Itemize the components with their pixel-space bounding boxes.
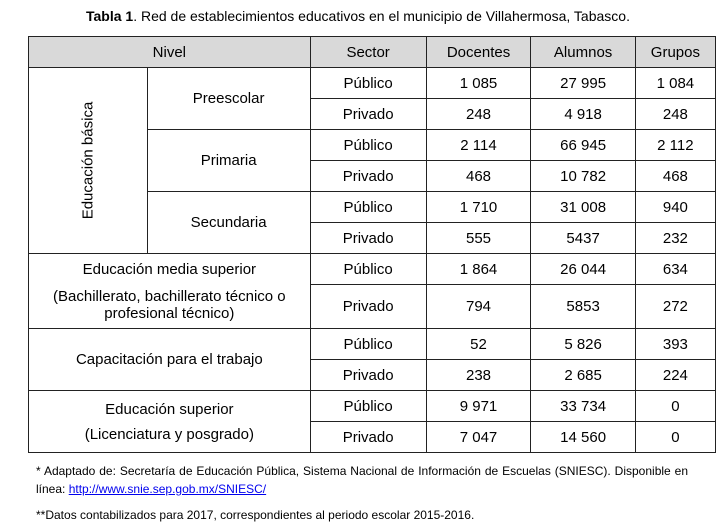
cell-grupos: 248 — [635, 99, 715, 130]
cell-alumnos: 66 945 — [531, 130, 635, 161]
header-alumnos: Alumnos — [531, 37, 635, 68]
cell-alumnos: 2 685 — [531, 360, 635, 391]
header-nivel: Nivel — [29, 37, 311, 68]
cell-sector: Privado — [310, 99, 426, 130]
header-docentes: Docentes — [426, 37, 531, 68]
cell-docentes: 238 — [426, 360, 531, 391]
group-capacitacion: Capacitación para el trabajo — [29, 329, 311, 391]
cell-grupos: 393 — [635, 329, 715, 360]
cell-docentes: 7 047 — [426, 422, 531, 453]
cell-alumnos: 5437 — [531, 223, 635, 254]
cell-sector: Público — [310, 192, 426, 223]
group-media-line2: (Bachillerato, bachillerato técnico o profesional técnico) — [53, 287, 286, 322]
cell-alumnos: 5853 — [531, 285, 635, 329]
cell-alumnos: 27 995 — [531, 68, 635, 99]
cell-grupos: 468 — [635, 161, 715, 192]
header-sector: Sector — [310, 37, 426, 68]
cell-sector: Público — [310, 130, 426, 161]
cell-sector: Privado — [310, 422, 426, 453]
cell-grupos: 232 — [635, 223, 715, 254]
source-note-text: * Adaptado de: Secretaría de Educación Pública, Sistema Nacional de Información de Escuelas (SNIESC). Disponible en línea: — [36, 464, 688, 496]
group-superior-line1: Educación superior — [105, 400, 234, 418]
cell-alumnos: 10 782 — [531, 161, 635, 192]
cell-docentes: 1 710 — [426, 192, 531, 223]
cell-sector: Público — [310, 254, 426, 285]
table-row — [29, 391, 716, 422]
cell-docentes: 468 — [426, 161, 531, 192]
table-caption-text: . Red de establecimientos educativos en el municipio de Villahermosa, Tabasco. — [133, 8, 630, 24]
cell-alumnos: 14 560 — [531, 422, 635, 453]
education-table — [28, 36, 716, 453]
cell-alumnos: 31 008 — [531, 192, 635, 223]
cell-docentes: 555 — [426, 223, 531, 254]
cell-alumnos: 4 918 — [531, 99, 635, 130]
cell-docentes: 248 — [426, 99, 531, 130]
cell-sector: Público — [310, 68, 426, 99]
subgroup-primaria: Primaria — [147, 130, 310, 192]
source-link[interactable]: http://www.snie.sep.gob.mx/SNIESC/ — [68, 482, 267, 496]
table-row — [29, 68, 716, 99]
header-grupos: Grupos — [635, 37, 715, 68]
table-notes — [36, 462, 688, 524]
cell-grupos: 272 — [635, 285, 715, 329]
cell-alumnos: 33 734 — [531, 391, 635, 422]
cell-sector: Privado — [310, 285, 426, 329]
group-basica — [29, 68, 148, 254]
cell-sector: Público — [310, 391, 426, 422]
data-note: **Datos contabilizados para 2017, correspondientes al periodo escolar 2015-2016. — [36, 508, 475, 522]
cell-grupos: 940 — [635, 192, 715, 223]
cell-docentes: 794 — [426, 285, 531, 329]
group-media-line1: Educación media superior — [82, 260, 257, 278]
table-caption — [0, 6, 716, 26]
cell-docentes: 52 — [426, 329, 531, 360]
cell-docentes: 1 085 — [426, 68, 531, 99]
cell-sector: Privado — [310, 360, 426, 391]
cell-grupos: 0 — [635, 422, 715, 453]
group-superior-line2: (Licenciatura y posgrado) — [84, 425, 254, 443]
cell-alumnos: 5 826 — [531, 329, 635, 360]
cell-sector: Público — [310, 329, 426, 360]
subgroup-secundaria: Secundaria — [147, 192, 310, 254]
table-caption-label: Tabla 1 — [86, 8, 134, 24]
cell-grupos: 1 084 — [635, 68, 715, 99]
group-superior — [29, 391, 311, 453]
cell-grupos: 634 — [635, 254, 715, 285]
cell-docentes: 9 971 — [426, 391, 531, 422]
cell-sector: Privado — [310, 223, 426, 254]
cell-sector: Privado — [310, 161, 426, 192]
table-row — [29, 329, 716, 360]
subgroup-preescolar: Preescolar — [147, 68, 310, 130]
cell-alumnos: 26 044 — [531, 254, 635, 285]
cell-grupos: 224 — [635, 360, 715, 391]
source-note — [36, 462, 688, 498]
table-row — [29, 254, 716, 285]
cell-grupos: 0 — [635, 391, 715, 422]
cell-grupos: 2 112 — [635, 130, 715, 161]
header-row — [29, 37, 716, 68]
group-basica-label: Educación básica — [79, 101, 97, 220]
cell-docentes: 2 114 — [426, 130, 531, 161]
cell-docentes: 1 864 — [426, 254, 531, 285]
group-media-superior — [29, 254, 311, 329]
